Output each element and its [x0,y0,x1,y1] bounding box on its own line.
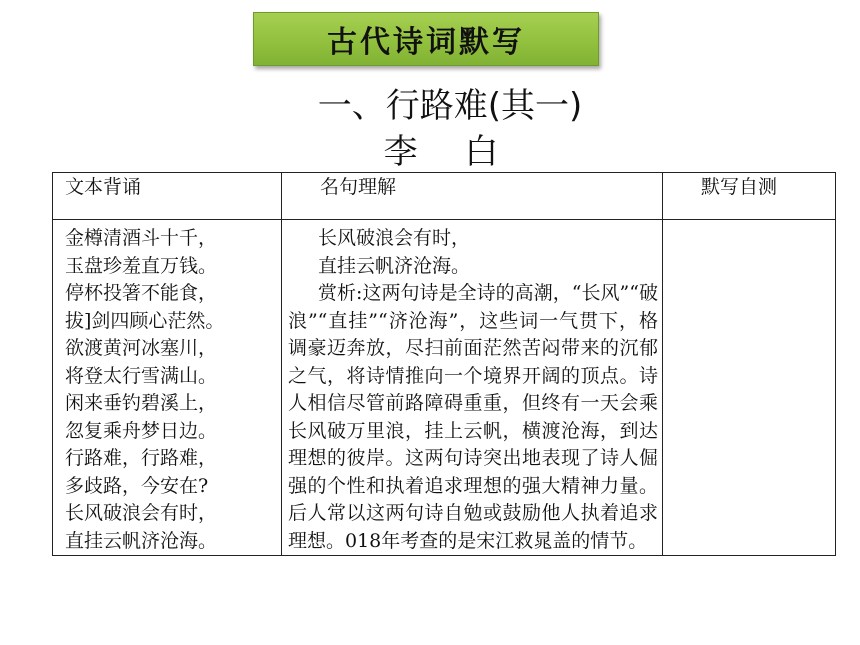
header-understanding: 名句理解 [282,173,663,220]
famous-line: 直挂云帆济沧海。 [318,254,471,277]
header-recitation: 文本背诵 [53,173,282,220]
poem-author: 李 白 [383,132,517,172]
banner-title: 古代诗词默写 [327,25,525,60]
poem-line: 忽复乘舟梦日边。 [65,419,218,442]
self-test-cell[interactable] [663,220,836,556]
poem-line: 行路难，行路难， [65,447,218,469]
poem-line: 玉盘珍羞直万钱。 [65,254,218,277]
section-banner [253,12,599,66]
understanding-cell [282,220,663,556]
poem-line: 将登太行雪满山。 [65,364,218,387]
poem-line: 直挂云帆济沧海。 [65,529,218,552]
poem-line: 闲来垂钓碧溪上， [65,392,218,414]
poem-line: 欲渡黄河冰塞川， [65,337,218,359]
poem-line: 停杯投箸不能食， [65,282,218,304]
poem-line: 拔]剑四顾心茫然。 [65,309,225,332]
table-header-row [53,173,836,220]
poem-title: 一、行路难(其一) [317,86,583,126]
poem-line: 长风破浪会有时， [65,502,218,524]
poem-text-cell [53,220,282,556]
study-table [52,172,836,556]
table-body-row [53,220,836,556]
appreciation-text: 赏析:这两句诗是全诗的高潮，“长风”“破浪”“直挂”“济沧海”，这些词一气贯下，格调豪迈奔放，尽扫前面茫然苦闷带来的沉郁之气，将诗情推向一个境界开阔的顶点。诗人相信尽管前路障碍重重，但终有一天会乘长风破万里浪，挂上云帆，横渡沧海，到达理想的彼岸。这两句诗突出地表现了诗人倔强的个性和执着追求理想的强大精神力量。后人常以这两句诗自勉或鼓励他人执着追求理想。018年考查的是宋江救晁盖的情节。 [288,282,658,552]
header-self-test: 默写自测 [663,173,836,220]
famous-line: 长风破浪会有时， [318,227,471,249]
poem-line: 金樽清酒斗十千， [65,227,218,249]
poem-line: 多歧路，今安在? [65,474,209,497]
